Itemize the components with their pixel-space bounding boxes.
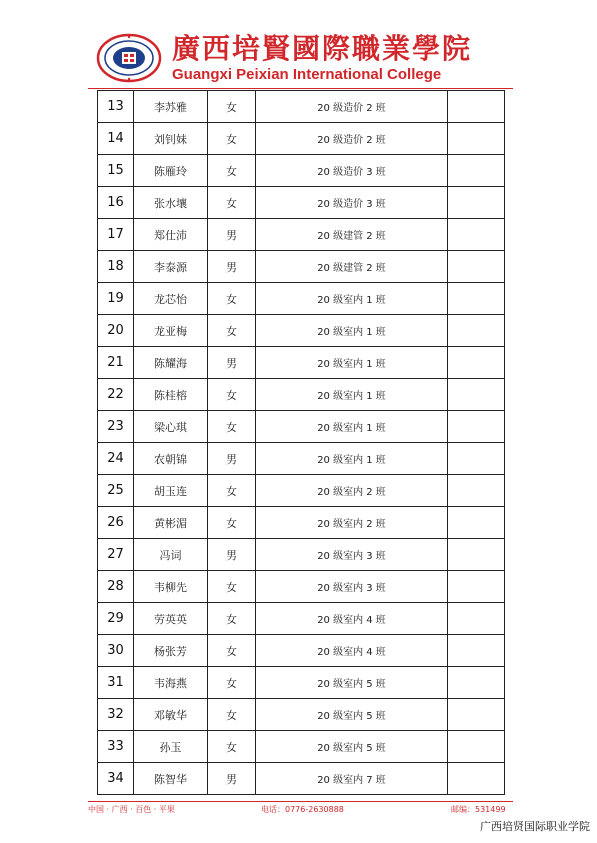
student-gender: 女: [208, 507, 256, 539]
student-gender: 女: [208, 187, 256, 219]
student-gender: 女: [208, 603, 256, 635]
student-name: 陈耀海: [134, 347, 208, 379]
table-row: [98, 411, 505, 443]
row-number: 34: [98, 763, 134, 795]
remarks-cell: [448, 155, 505, 187]
footer: [88, 804, 513, 816]
table-row: [98, 571, 505, 603]
student-gender: 女: [208, 699, 256, 731]
table-row: [98, 731, 505, 763]
remarks-cell: [448, 475, 505, 507]
remarks-cell: [448, 219, 505, 251]
remarks-cell: [448, 347, 505, 379]
table-row: [98, 603, 505, 635]
student-class: 20 级室内 1 班: [256, 411, 448, 443]
row-number: 14: [98, 123, 134, 155]
student-gender: 男: [208, 347, 256, 379]
student-name: 黄彬湄: [134, 507, 208, 539]
student-name: 李苏雅: [134, 91, 208, 123]
student-gender: 男: [208, 539, 256, 571]
student-name: 梁心琪: [134, 411, 208, 443]
remarks-cell: [448, 763, 505, 795]
student-class: 20 级造价 3 班: [256, 155, 448, 187]
student-class: 20 级室内 1 班: [256, 347, 448, 379]
student-name: 陈智华: [134, 763, 208, 795]
row-number: 33: [98, 731, 134, 763]
student-name: 龙芯怡: [134, 283, 208, 315]
row-number: 25: [98, 475, 134, 507]
student-gender: 女: [208, 667, 256, 699]
student-name: 杨张芳: [134, 635, 208, 667]
footer-phone: 电话：0776-2630888: [261, 805, 344, 814]
table-row: [98, 539, 505, 571]
table-row: [98, 379, 505, 411]
table-row: [98, 635, 505, 667]
student-gender: 女: [208, 123, 256, 155]
table-row: [98, 315, 505, 347]
student-class: 20 级室内 7 班: [256, 763, 448, 795]
student-gender: 女: [208, 731, 256, 763]
row-number: 13: [98, 91, 134, 123]
remarks-cell: [448, 571, 505, 603]
row-number: 29: [98, 603, 134, 635]
remarks-cell: [448, 507, 505, 539]
remarks-cell: [448, 379, 505, 411]
row-number: 24: [98, 443, 134, 475]
student-gender: 女: [208, 155, 256, 187]
student-class: 20 级室内 1 班: [256, 283, 448, 315]
student-class: 20 级室内 1 班: [256, 443, 448, 475]
student-gender: 女: [208, 475, 256, 507]
student-gender: 男: [208, 219, 256, 251]
remarks-cell: [448, 699, 505, 731]
student-class: 20 级室内 3 班: [256, 539, 448, 571]
student-gender: 女: [208, 379, 256, 411]
student-name: 胡玉连: [134, 475, 208, 507]
remarks-cell: [448, 443, 505, 475]
student-name: 龙亚梅: [134, 315, 208, 347]
student-name: 韦海燕: [134, 667, 208, 699]
college-name-english: Guangxi Peixian International College: [172, 66, 442, 83]
student-name: 邓敏华: [134, 699, 208, 731]
student-class: 20 级室内 1 班: [256, 315, 448, 347]
college-name-chinese: 廣西培賢國際職業學院: [172, 32, 473, 65]
student-class: 20 级室内 5 班: [256, 699, 448, 731]
letterhead: [88, 30, 518, 88]
student-name: 郑仕沛: [134, 219, 208, 251]
row-number: 20: [98, 315, 134, 347]
row-number: 32: [98, 699, 134, 731]
corner-college-label: 广西培贤国际职业学院: [480, 820, 590, 833]
student-class: 20 级室内 4 班: [256, 603, 448, 635]
student-name: 陈桂榕: [134, 379, 208, 411]
table-row: [98, 475, 505, 507]
student-name: 李泰源: [134, 251, 208, 283]
student-name: 孙玉: [134, 731, 208, 763]
row-number: 23: [98, 411, 134, 443]
remarks-cell: [448, 539, 505, 571]
table-row: [98, 251, 505, 283]
student-class: 20 级室内 2 班: [256, 507, 448, 539]
remarks-cell: [448, 315, 505, 347]
student-class: 20 级建管 2 班: [256, 219, 448, 251]
table-row: [98, 443, 505, 475]
remarks-cell: [448, 123, 505, 155]
row-number: 18: [98, 251, 134, 283]
remarks-cell: [448, 251, 505, 283]
student-name: 农朝锦: [134, 443, 208, 475]
footer-address: 中国 · 广西 · 百色 · 平果: [88, 805, 175, 814]
row-number: 22: [98, 379, 134, 411]
table-row: [98, 219, 505, 251]
student-name: 冯词: [134, 539, 208, 571]
student-name: 刘钊妹: [134, 123, 208, 155]
footer-divider: [88, 801, 513, 802]
remarks-cell: [448, 635, 505, 667]
student-class: 20 级造价 2 班: [256, 123, 448, 155]
remarks-cell: [448, 283, 505, 315]
student-class: 20 级室内 5 班: [256, 731, 448, 763]
table-row: [98, 699, 505, 731]
row-number: 16: [98, 187, 134, 219]
table-row: [98, 763, 505, 795]
table-row: [98, 187, 505, 219]
student-gender: 女: [208, 91, 256, 123]
student-gender: 女: [208, 283, 256, 315]
table-row: [98, 123, 505, 155]
row-number: 21: [98, 347, 134, 379]
table-row: [98, 283, 505, 315]
footer-postal-code: 邮编：531499: [451, 805, 506, 814]
table-row: [98, 507, 505, 539]
table-row: [98, 155, 505, 187]
student-gender: 女: [208, 315, 256, 347]
student-class: 20 级室内 1 班: [256, 379, 448, 411]
student-gender: 男: [208, 763, 256, 795]
student-gender: 女: [208, 635, 256, 667]
student-class: 20 级建管 2 班: [256, 251, 448, 283]
student-gender: 男: [208, 251, 256, 283]
row-number: 28: [98, 571, 134, 603]
table-row: [98, 667, 505, 699]
student-class: 20 级室内 2 班: [256, 475, 448, 507]
remarks-cell: [448, 667, 505, 699]
roster-body: [98, 91, 505, 795]
remarks-cell: [448, 603, 505, 635]
remarks-cell: [448, 411, 505, 443]
row-number: 17: [98, 219, 134, 251]
student-name: 陈雁玲: [134, 155, 208, 187]
student-class: 20 级室内 3 班: [256, 571, 448, 603]
remarks-cell: [448, 731, 505, 763]
row-number: 31: [98, 667, 134, 699]
row-number: 19: [98, 283, 134, 315]
college-seal-icon: [96, 33, 162, 83]
row-number: 15: [98, 155, 134, 187]
student-name: 韦柳先: [134, 571, 208, 603]
student-gender: 男: [208, 443, 256, 475]
row-number: 27: [98, 539, 134, 571]
student-name: 张水壤: [134, 187, 208, 219]
remarks-cell: [448, 91, 505, 123]
student-gender: 女: [208, 411, 256, 443]
student-class: 20 级造价 3 班: [256, 187, 448, 219]
row-number: 30: [98, 635, 134, 667]
student-gender: 女: [208, 571, 256, 603]
student-roster-table: [97, 90, 505, 795]
remarks-cell: [448, 187, 505, 219]
header-divider: [88, 88, 513, 89]
student-class: 20 级造价 2 班: [256, 91, 448, 123]
row-number: 26: [98, 507, 134, 539]
table-row: [98, 91, 505, 123]
student-name: 劳英英: [134, 603, 208, 635]
student-class: 20 级室内 4 班: [256, 635, 448, 667]
table-row: [98, 347, 505, 379]
student-class: 20 级室内 5 班: [256, 667, 448, 699]
